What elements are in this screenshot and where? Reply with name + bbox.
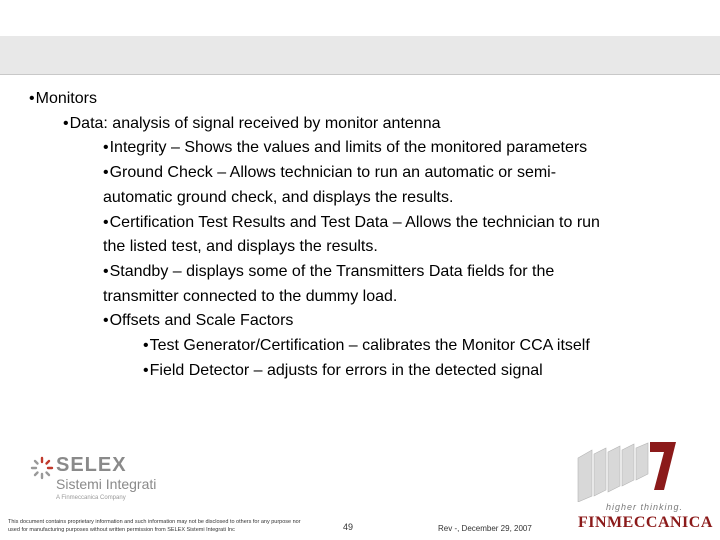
bullet-item-continuation (103, 187, 453, 209)
selex-starburst-icon (30, 456, 54, 480)
bullet-dot-icon: • (63, 114, 69, 132)
bullet-text: Test Generator/Certification – calibrates the Monitor CCA itself (149, 337, 590, 354)
bullet-dot-icon: • (143, 361, 149, 379)
bullet-item (103, 212, 600, 234)
bullet-item (63, 113, 440, 135)
bullet-item (29, 88, 97, 110)
bullet-text: automatic ground check, and displays the results. (103, 188, 454, 206)
bullet-item (143, 360, 543, 382)
revision-date: Rev -, December 29, 2007 (438, 524, 532, 533)
bullet-dot-icon: • (103, 262, 109, 280)
bullet-dot-icon: • (103, 164, 109, 182)
bullet-dot-icon: • (143, 337, 149, 354)
finmeccanica-wordmark: FINMECCANICA (578, 514, 713, 531)
finmeccanica-logo (568, 440, 716, 536)
bullet-dot-icon: • (103, 312, 109, 330)
bullet-item (103, 137, 587, 159)
header-band (0, 36, 720, 74)
proprietary-disclaimer: This document contains proprietary information and such information may not be disclosed to others for any purpose nor used for manufacturing purposes without written permission from SELEX Sistemi Integrati Inc (8, 519, 301, 533)
bullet-text: the listed test, and displays the results. (103, 238, 378, 256)
bullet-dot-icon: • (29, 90, 35, 107)
bullet-item (103, 261, 554, 283)
bullet-item-continuation (103, 236, 378, 258)
bullet-text: Standby – displays some of the Transmitters Data fields for the (109, 262, 555, 280)
bullet-text: Field Detector – adjusts for errors in the detected signal (149, 361, 543, 379)
selex-wordmark: SELEX (56, 454, 127, 476)
bullet-text: Certification Test Results and Test Data – Allows the technician to run (109, 213, 600, 231)
header-divider (0, 74, 720, 75)
bullet-item-continuation (103, 286, 397, 308)
bullet-text: Offsets and Scale Factors (109, 312, 294, 330)
bullet-dot-icon: • (103, 213, 109, 231)
finmeccanica-emblem-icon (570, 440, 680, 502)
selex-tagline: A Finmeccanica Company (56, 495, 126, 501)
finmeccanica-tagline: higher thinking. (606, 502, 684, 512)
bullet-text: Integrity – Shows the values and limits of the monitored parameters (109, 139, 588, 157)
bullet-dot-icon: • (103, 139, 109, 157)
bullet-text: transmitter connected to the dummy load. (103, 287, 398, 305)
bullet-item (103, 310, 293, 332)
selex-subtitle: Sistemi Integrati (56, 476, 157, 492)
bullet-item (103, 162, 556, 184)
bullet-text: Data: analysis of signal received by monitor antenna (69, 114, 441, 132)
bullet-text: Ground Check – Allows technician to run an automatic or semi- (109, 164, 557, 182)
selex-logo (30, 440, 170, 510)
page-number: 49 (343, 522, 354, 532)
bullet-item (143, 335, 590, 357)
bullet-text: Monitors (35, 90, 97, 107)
